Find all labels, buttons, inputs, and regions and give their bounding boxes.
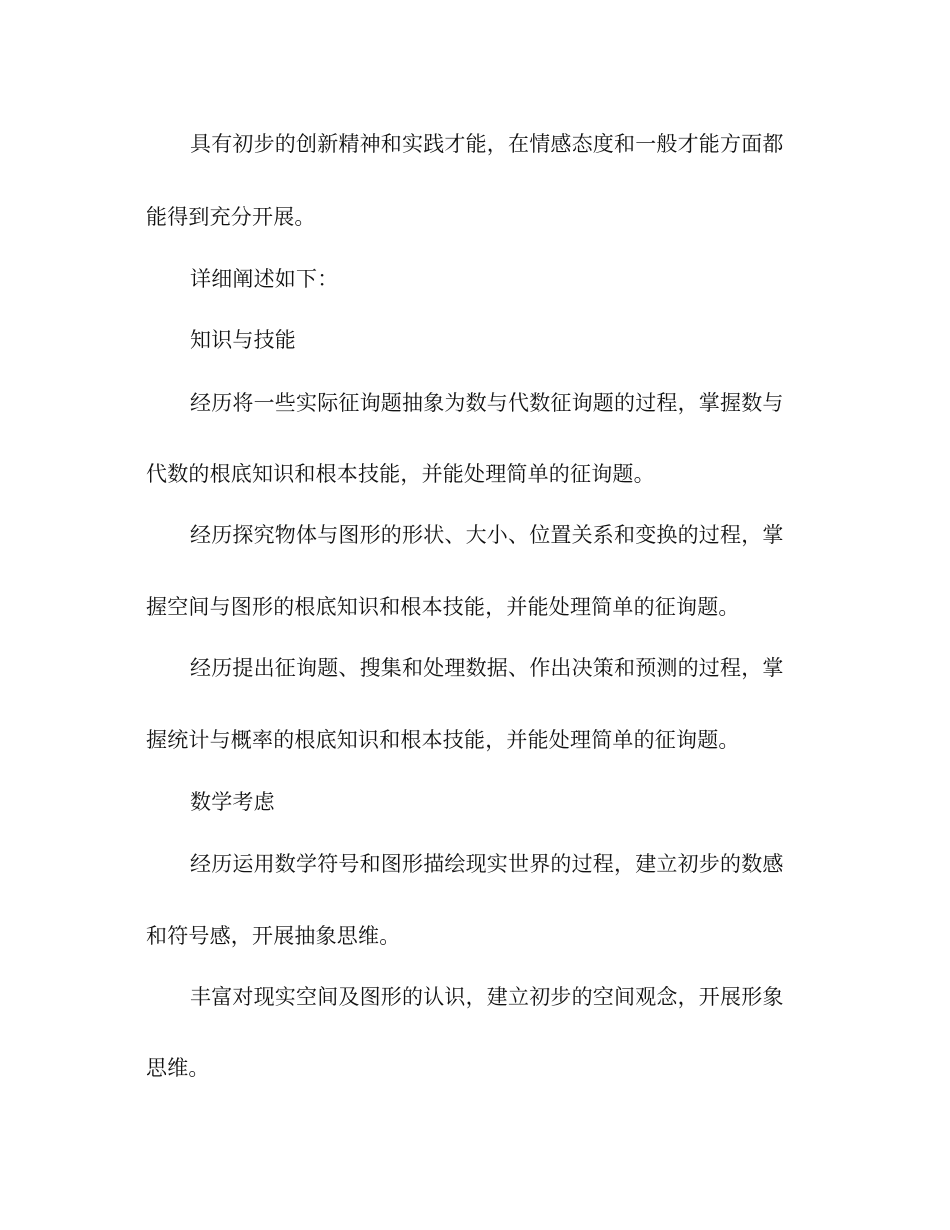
paragraph-line: 思维。 bbox=[146, 1056, 210, 1080]
paragraph-line: 具有初步的创新精神和实践才能，在情感态度和一般才能方面都 bbox=[190, 132, 784, 156]
paragraph-line: 详细阐述如下： bbox=[190, 267, 339, 291]
section-heading: 知识与技能 bbox=[190, 328, 296, 352]
paragraph-line: 能得到充分开展。 bbox=[146, 205, 316, 229]
paragraph-line: 和符号感，开展抽象思维。 bbox=[146, 924, 401, 948]
paragraph-line: 经历提出征询题、搜集和处理数据、作出决策和预测的过程，掌 bbox=[190, 656, 784, 680]
paragraph-line: 代数的根底知识和根本技能，并能处理简单的征询题。 bbox=[146, 462, 655, 486]
section-heading: 数学考虑 bbox=[190, 790, 275, 814]
paragraph-line: 丰富对现实空间及图形的认识，建立初步的空间观念，开展形象 bbox=[190, 985, 784, 1009]
paragraph-line: 握统计与概率的根底知识和根本技能，并能处理简单的征询题。 bbox=[146, 728, 740, 752]
paragraph-line: 经历将一些实际征询题抽象为数与代数征询题的过程，掌握数与 bbox=[190, 391, 784, 415]
paragraph-line: 经历运用数学符号和图形描绘现实世界的过程，建立初步的数感 bbox=[190, 852, 784, 876]
paragraph-line: 握空间与图形的根底知识和根本技能，并能处理简单的征询题。 bbox=[146, 595, 740, 619]
paragraph-line: 经历探究物体与图形的形状、大小、位置关系和变换的过程，掌 bbox=[190, 523, 784, 547]
